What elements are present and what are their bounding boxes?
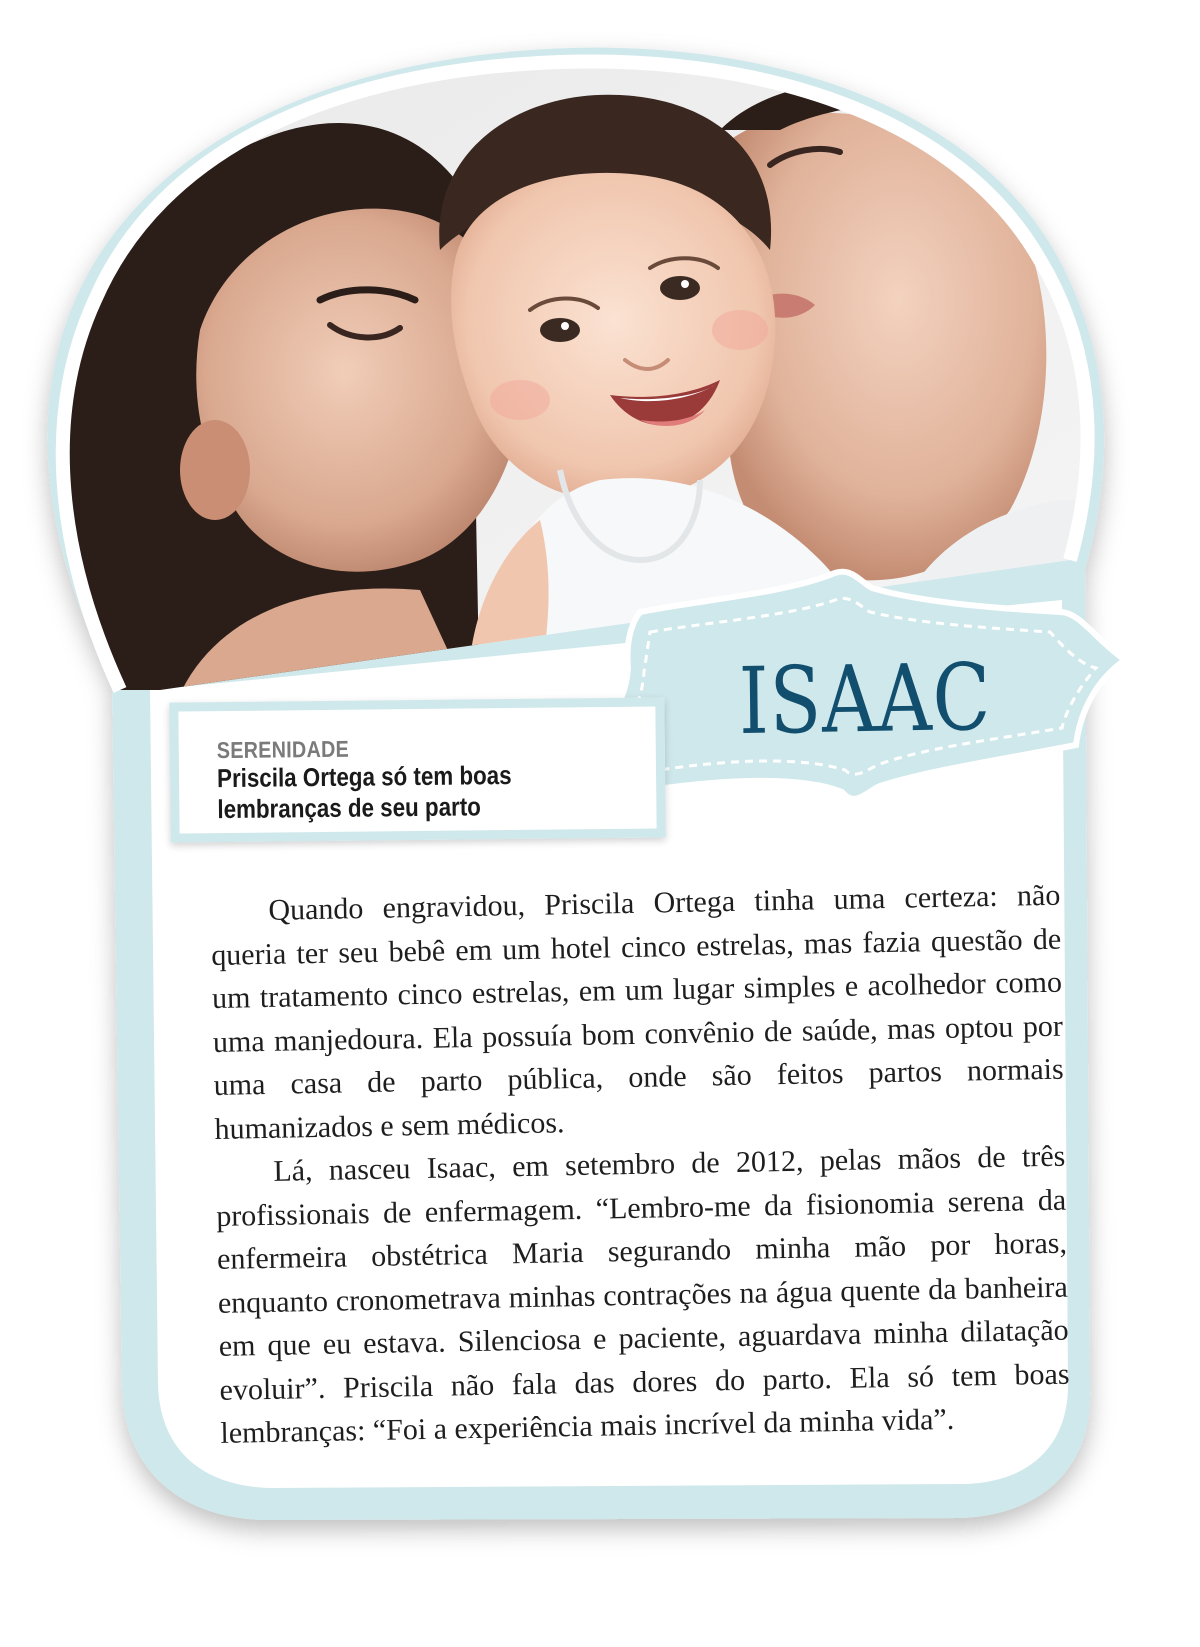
- name-title: ISAAC: [738, 643, 992, 756]
- article-body: [210, 874, 1071, 1456]
- photo-caption-box: [169, 697, 665, 842]
- paragraph-2: Lá, nasceu Isaac, em setembro de 2012, pelas mãos de três profissionais de enfermagem. “Lembro-me da fisionomia serena da enfermeira obstétrica Maria segurando minha mão por horas, enquanto cronometrava minhas contrações na água quente da banheira em que eu estava. Silenciosa e paciente, aguardava minha dilatação evoluir”. Priscila não fala das dores do parto. Ela só tem boas lembranças: “Foi a experiência mais incrível da minha vida”.: [215, 1139, 1070, 1450]
- paragraph-1: Quando engravidou, Priscila Ortega tinha uma certeza: não queria ter seu bebê em um hotel cinco estrelas, mas fazia questão de um tratamento cinco estrelas, em um lugar simples e acolhedor como uma manjedoura. Ela possuía bom convênio de saúde, mas optou por uma casa de parto pública, onde são feitos partos normais humanizados e sem médicos.: [210, 878, 1064, 1146]
- caption-kicker: SERENIDADE: [216, 735, 350, 764]
- caption-text: Priscila Ortega só tem boas lembranças de seu parto: [216, 760, 512, 825]
